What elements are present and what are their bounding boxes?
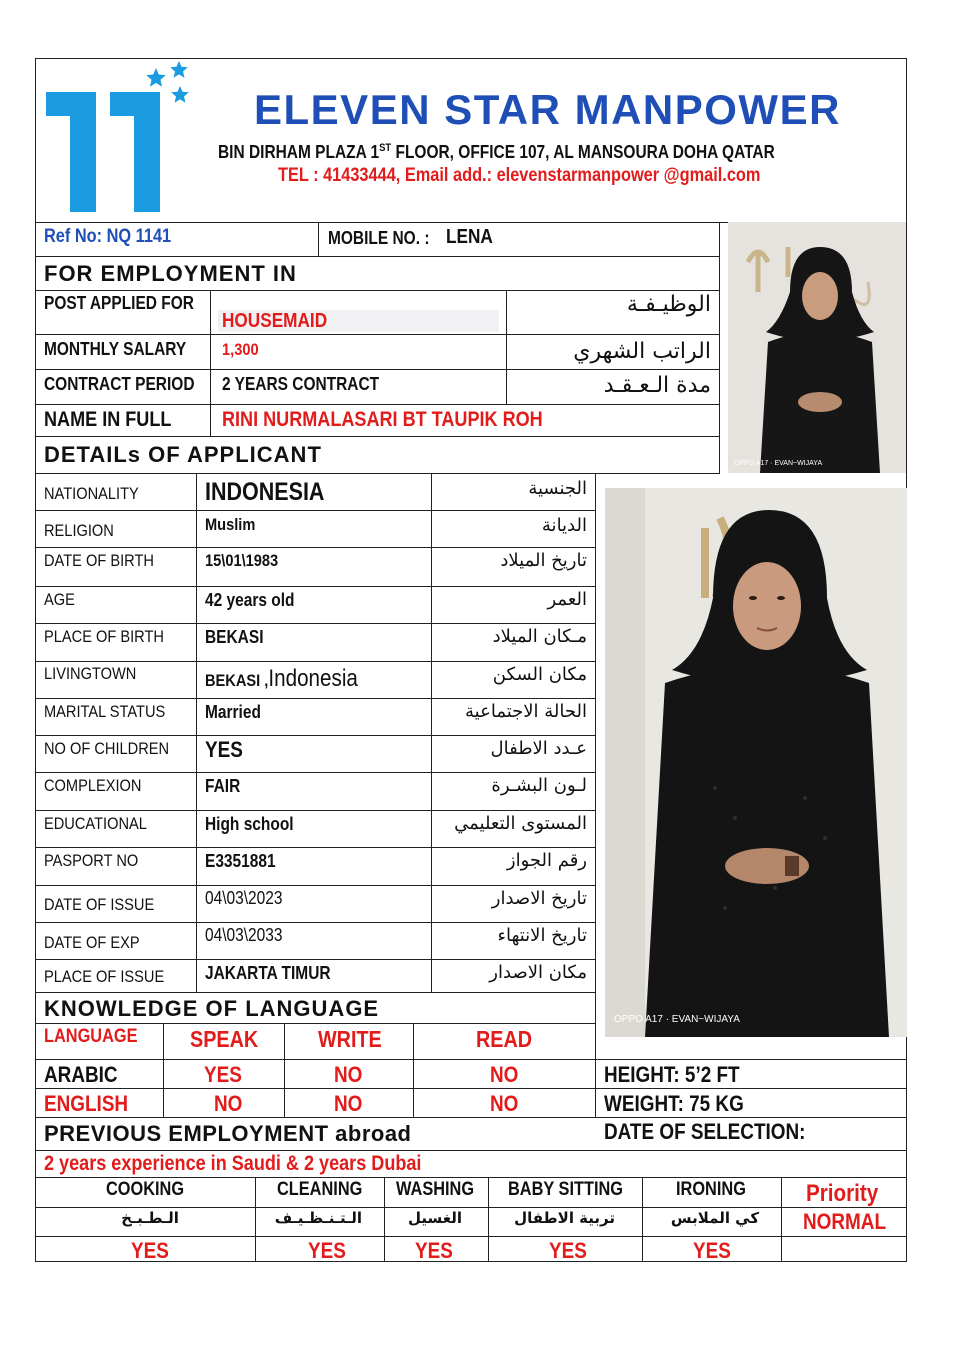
company-address: BIN DIRHAM PLAZA 1ST FLOOR, OFFICE 107, AL MANSOURA DOHA QATAR <box>218 142 775 162</box>
expiry-date-arabic: تاريخ الانتهاء <box>497 925 587 946</box>
passport-arabic: رقم الجواز <box>506 850 587 871</box>
dob-label: DATE OF BIRTH <box>44 551 154 570</box>
eleven-logo <box>44 60 194 212</box>
language-heading: KNOWLEDGE OF LANGUAGE <box>44 996 380 1021</box>
issue-date-value: 04\03\2023 <box>205 888 283 908</box>
previous-experience: 2 years experience in Saudi & 2 years Dubai <box>44 1152 422 1175</box>
issue-date-label: DATE OF ISSUE <box>44 895 155 914</box>
lang-english: ENGLISH <box>44 1091 129 1116</box>
lang-arabic-speak: YES <box>204 1062 242 1087</box>
issue-place-value: JAKARTA TIMUR <box>205 963 331 983</box>
pob-value: BEKASI <box>205 627 264 647</box>
education-value: High school <box>205 814 294 834</box>
lang-english-speak: NO <box>214 1091 243 1116</box>
lang-header-language: LANGUAGE <box>44 1026 138 1047</box>
age-value: 42 years old <box>205 590 295 610</box>
pob-arabic: مـكان الميلاد <box>492 626 587 647</box>
issue-date-arabic: تاريخ الاصدار <box>491 888 587 909</box>
passport-label: PASPORT NO <box>44 851 139 870</box>
skill-washing-value: YES <box>415 1238 453 1263</box>
applicant-photo-large: OPPO A17 · EVAN~WIJAYA <box>605 488 907 1037</box>
religion-label: RELIGION <box>44 521 114 540</box>
passport-value: E3351881 <box>205 851 276 871</box>
complexion-label: COMPLEXION <box>44 776 142 795</box>
religion-value: Muslim <box>205 515 256 534</box>
height-value: HEIGHT: 5’2 FT <box>604 1062 740 1087</box>
nationality-value: INDONESIA <box>205 478 325 506</box>
skill-cleaning-value: YES <box>308 1238 346 1263</box>
education-arabic: المستوى التعليمي <box>454 813 587 834</box>
lang-header-speak: SPEAK <box>190 1026 259 1052</box>
marital-arabic: الحالة الاجتماعية <box>465 701 587 722</box>
lang-english-read: NO <box>490 1091 519 1116</box>
post-arabic: الوظيـفـة <box>626 292 711 317</box>
skill-ironing-value: YES <box>693 1238 731 1263</box>
selection-date-label: DATE OF SELECTION: <box>604 1119 806 1144</box>
salary-label: MONTHLY SALARY <box>44 339 187 359</box>
issue-place-arabic: مكان الاصدار <box>489 962 587 983</box>
salary-value: 1,300 <box>222 340 259 359</box>
priority-value: NORMAL <box>803 1209 887 1234</box>
contract-label: CONTRACT PERIOD <box>44 374 195 394</box>
lang-header-read: READ <box>476 1026 533 1052</box>
livingtown-value: BEKASI ,Indonesia <box>205 665 358 692</box>
skill-baby-sitting: BABY SITTING <box>508 1179 623 1200</box>
lang-english-write: NO <box>334 1091 363 1116</box>
mobile-label: MOBILE NO. : <box>328 228 430 248</box>
skill-cooking-value: YES <box>131 1238 169 1263</box>
contract-value: 2 YEARS CONTRACT <box>222 374 380 394</box>
lang-header-write: WRITE <box>318 1026 382 1052</box>
education-label: EDUCATIONAL <box>44 814 147 833</box>
post-value: HOUSEMAID <box>222 310 328 332</box>
employment-heading: FOR EMPLOYMENT IN <box>44 261 297 286</box>
lang-arabic-write: NO <box>334 1062 363 1087</box>
complexion-value: FAIR <box>205 776 241 796</box>
skill-baby-sitting-value: YES <box>549 1238 587 1263</box>
complexion-arabic: لـون البشـرة <box>491 775 587 796</box>
age-label: AGE <box>44 590 75 609</box>
mobile-value: LENA <box>446 226 493 248</box>
marital-value: Married <box>205 702 261 722</box>
nationality-arabic: الجنسية <box>528 478 587 499</box>
details-heading: DETAILs OF APPLICANT <box>44 442 322 467</box>
company-contact: TEL : 41433444, Email add.: elevenstarmanpower @gmail.com <box>278 165 761 186</box>
applicant-photo-small: OPPO A17 · EVAN~WIJAYA <box>728 222 906 473</box>
skill-ironing: IRONING <box>676 1179 746 1200</box>
livingtown-arabic: مكان السكن <box>492 664 587 685</box>
lang-arabic-read: NO <box>490 1062 519 1087</box>
priority-label: Priority <box>806 1180 879 1207</box>
children-label: NO OF CHILDREN <box>44 739 170 758</box>
post-label: POST APPLIED FOR <box>44 293 194 313</box>
weight-value: WEIGHT: 75 KG <box>604 1091 744 1116</box>
skill-cooking-arabic: الـطـبـخ <box>121 1209 179 1227</box>
ref-number: Ref No: NQ 1141 <box>44 226 172 247</box>
marital-label: MARITAL STATUS <box>44 702 166 721</box>
religion-arabic: الديانة <box>541 515 587 536</box>
livingtown-label: LIVINGTOWN <box>44 664 137 683</box>
dob-arabic: تاريخ الميلاد <box>500 550 587 571</box>
children-arabic: عـدد الاطفال <box>490 738 587 759</box>
children-value: YES <box>205 737 243 762</box>
contract-arabic: مدة الـعـقـد <box>603 373 711 398</box>
name-label: NAME IN FULL <box>44 408 172 431</box>
expiry-date-value: 04\03\2033 <box>205 925 283 945</box>
previous-heading: PREVIOUS EMPLOYMENT abroad <box>44 1121 412 1146</box>
expiry-date-label: DATE OF EXP <box>44 933 140 952</box>
skill-cleaning-arabic: الـتـنـظـيـف <box>274 1209 362 1227</box>
age-arabic: العمر <box>547 589 587 610</box>
salary-arabic: الراتب الشهري <box>573 339 711 364</box>
skill-cleaning: CLEANING <box>277 1179 363 1200</box>
issue-place-label: PLACE OF ISSUE <box>44 967 165 986</box>
company-name: ELEVEN STAR MANPOWER <box>254 86 841 133</box>
skill-cooking: COOKING <box>106 1179 185 1200</box>
name-value: RINI NURMALASARI BT TAUPIK ROH <box>222 408 543 431</box>
skill-ironing-arabic: كي الملابس <box>670 1209 760 1227</box>
lang-arabic: ARABIC <box>44 1062 118 1087</box>
dob-value: 15\01\1983 <box>205 551 279 570</box>
nationality-label: NATIONALITY <box>44 484 139 503</box>
skill-washing: WASHING <box>396 1179 475 1200</box>
pob-label: PLACE OF BIRTH <box>44 627 164 646</box>
skill-washing-arabic: الغسيل <box>407 1209 463 1227</box>
skill-baby-sitting-arabic: تربية الاطفال <box>514 1209 615 1227</box>
